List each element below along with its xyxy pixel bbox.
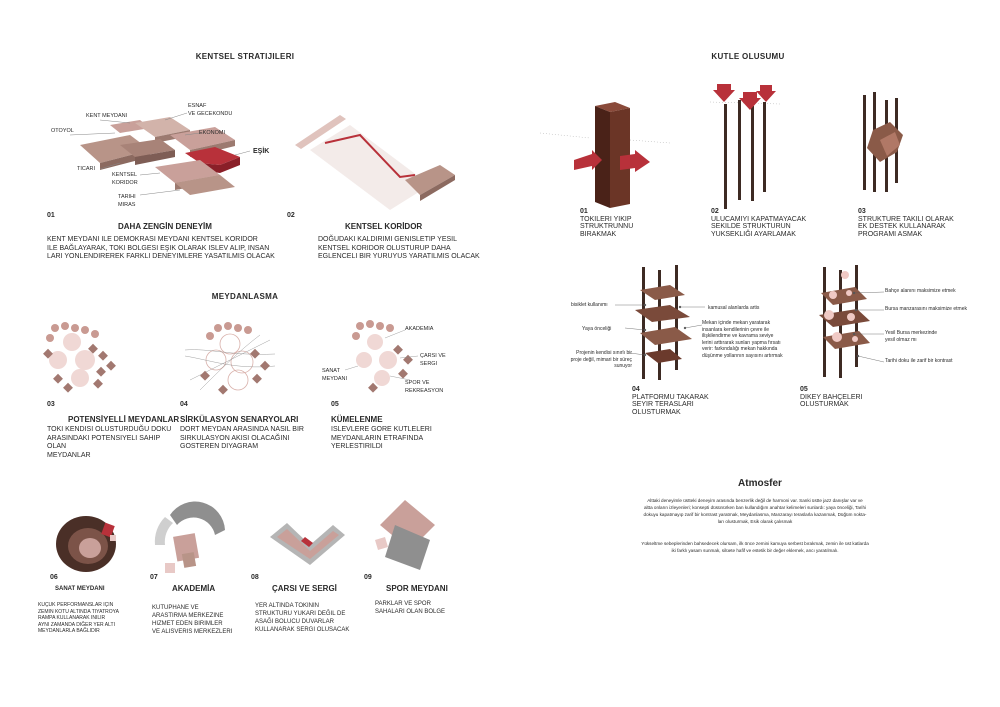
label-sanat-1: SANAT xyxy=(322,368,340,374)
meydan-04-desc: DORT MEYDAN ARASINDA NASIL BIR SIRKULASYON AKISI OLACAĞINI GOSTEREN DIYAGRAM xyxy=(180,426,304,450)
label-esnaf: ESNAF xyxy=(188,103,207,109)
ann4-leaders xyxy=(600,300,710,370)
label-kentsel-koridor-1: KENTSEL xyxy=(112,172,138,178)
kutle-04-text: 04 PLATFORMU TAKARAK SEYIR TERASLARI OLUSTURMAK xyxy=(632,386,709,416)
section-title-kentsel: KENTSEL STRATIJILERI xyxy=(195,52,295,61)
atmosfer-p2: Yükseltme sebeplerinden bahsedecek olursam, ilk önce zemini kamuya serbest bırakmak, zemin ile üst katlarda iki farklı yasam sunmak, silüete hafif ve estetik bir değer eklemek, ancı yaratılmalı. xyxy=(641,541,869,553)
ann4-kamusal: kamusal alanlarda artis xyxy=(708,305,760,311)
ann4-proje: Projenin kendisi sınırlı bir proje değil, mimari bir süreç sunuyor xyxy=(570,350,632,369)
label-sanat-2: MEYDANI xyxy=(322,376,348,382)
ann5-bursa: Bursa manzarasını maksimize etmek xyxy=(885,306,967,312)
label-spor-1: SPOR VE xyxy=(405,380,430,386)
kentsel-diagram-02 xyxy=(290,105,470,215)
label-esik: EŞİK xyxy=(253,148,270,155)
meydan-03-title: POTENSİYELLİ MEYDANLAR xyxy=(68,415,180,424)
kentsel-02-num: 02 xyxy=(287,212,295,219)
bottom-diagram-08 xyxy=(265,515,350,570)
label-carsi-2: SERGI xyxy=(420,361,438,367)
label-spor-2: REKREASYON xyxy=(405,388,444,394)
ann4-yaya: Yaya önceliği xyxy=(582,326,612,332)
meydan-05-num: 05 xyxy=(331,401,339,408)
bottom-07-desc: KUTUPHANE VE ARASTIRMA MERKEZINE HIZMET EDEN BIRIMLER VE ALISVERIS MERKEZLERI xyxy=(152,605,233,635)
label-kentsel-koridor-2: KORIDOR xyxy=(112,180,138,186)
kutle-diagram-02 xyxy=(705,82,785,212)
kentsel-01-desc: KENT MEYDANI ILE DEMOKRASI MEYDANI KENTSEL KORIDOR ILE BAĞLAYARAK, TOKI BOLGESI EŞIK OLARAK ISLEV ALIP, INSAN LARI YONLENDIREREK FARKLI DENEYIMLERE YASATILMIS OLACAK xyxy=(47,236,275,260)
ann5-tarihi: Tarihi doku ile zarif bir kontrast xyxy=(885,358,953,364)
kutle-02-text: 02 ULUCAMIYI KAPATMAYACAK SEKILDE STRUKTURUN YUKSEKLIĞI AYARLAMAK xyxy=(711,208,807,238)
bottom-09-desc: PARKLAR VE SPOR SAHALARI OLAN BOLGE xyxy=(375,601,446,615)
kentsel-02-title: KENTSEL KORİDOR xyxy=(345,222,423,231)
kutle-diagram-01 xyxy=(560,98,670,213)
bottom-07-num: 07 xyxy=(150,574,158,581)
label-tarihi-2: MIRAS xyxy=(118,202,136,208)
bottom-06-num: 06 xyxy=(50,574,58,581)
bottom-06-title: SANAT MEYDANI xyxy=(55,586,105,592)
atmosfer-p1: Alttaki deneyimle üstteki deneyim arasında benzerlik değil de harmoni var. Sanki üstte jazz danışlar var ve altta onların izleyenleri; konsepti düsünürken ban kullandığım anahtar kelimeleri sunlardı: yaya önceliği, Tarihi dokuyu kapatmayıp zarif bir kontrast yaratmak, Meydanlasma, Manzarayı teraslarla kazanmak, Düğüm nokta- ları olusturmak, Esik olarak çalısmak xyxy=(643,498,867,524)
meydan-04-num: 04 xyxy=(180,401,188,408)
meydan-05-desc: ISLEVLERE GORE KUTLELERI MEYDANLARIN ETRAFINDA YERLESTIRILDI xyxy=(331,426,432,450)
bottom-06-desc: KUÇUK PERFORMANSLAR IÇIN ZEMIN KOTU ALTINDA TIYATROYA RAMPA KULLANARAK INILIR AYNI ZAMANDA DIĞER YER ALTI MEYDANLARLA BAĞLIDIR xyxy=(38,602,119,634)
label-otoyol: OTOYOL xyxy=(51,128,74,134)
bottom-diagram-06 xyxy=(48,510,128,575)
meydan-diagram-04 xyxy=(180,320,280,400)
bottom-08-desc: YER ALTINDA TOKININ STRUKTURU YUKARI DEĞIL DE ASAĞI BOLUCU DUVARLAR KULLANARAK SERGI OLUSACAK xyxy=(255,603,350,633)
ann5-leaders xyxy=(852,290,886,365)
bottom-07-title: AKADEMİA xyxy=(172,584,216,593)
meydan-05-title: KÜMELENME xyxy=(331,415,383,424)
bottom-diagram-09 xyxy=(370,495,440,575)
section-title-atmosfer: Atmosfer xyxy=(738,478,782,489)
label-carsi-1: ÇARSI VE xyxy=(420,353,446,359)
kentsel-diagram-01 xyxy=(40,95,280,215)
ann5-yesil: Yesil Bursa merkezinde yesil olmaz mı xyxy=(885,330,938,343)
bottom-08-num: 08 xyxy=(251,574,259,581)
section-title-meydan: MEYDANLASMA xyxy=(211,292,279,301)
label-kent-meydani: KENT MEYDANI xyxy=(86,113,128,119)
section-title-kutle: KUTLE OLUSUMU xyxy=(711,52,785,61)
label-akademia: AKADEMIA xyxy=(405,326,434,332)
kutle-05-text: 05 DIKEY BAHÇELERI OLUSTURMAK xyxy=(800,386,863,408)
kutle-diagram-03 xyxy=(845,90,925,210)
bottom-09-title: SPOR MEYDANI xyxy=(386,584,448,593)
bottom-08-title: ÇARSI VE SERGİ xyxy=(272,584,337,593)
kentsel-02-desc: DOĞUDAKI KALDIRIMI GENISLETIP YESIL KENTSEL KORIDOR OLUSTURUP DAHA EGLENCELI BIR YURUYUS YARATILMIS OLACAK xyxy=(318,236,480,260)
bottom-09-num: 09 xyxy=(364,574,372,581)
label-tarihi-1: TARIHI xyxy=(118,194,136,200)
meydan-diagram-03 xyxy=(40,320,130,400)
kutle-01-text: 01 TOKILERI YIKIP STRUKTRUNNU BIRAKMAK xyxy=(580,208,634,238)
kentsel-01-num: 01 xyxy=(47,212,55,219)
label-ekonomi: EKONOMI xyxy=(199,130,225,136)
kentsel-01-title: DAHA ZENGİN DENEYİM xyxy=(118,222,212,231)
ann5-bahce: Bahçe alanını maksimize etmek xyxy=(885,288,956,294)
kutle-03-text: 03 STRUKTURE TAKILI OLARAK EK DESTEK KULLANARAK PROGRAMI ASMAK xyxy=(858,208,954,238)
ann4-bisiklet: bisiklet kullanımı xyxy=(571,302,608,308)
label-gecekondu: VE GECEKONDU xyxy=(188,111,233,117)
label-ticari: TICARI xyxy=(77,166,96,172)
meydan-04-title: SİRKÜLASYON SENARYOLARI xyxy=(180,415,299,424)
meydan-03-num: 03 xyxy=(47,401,55,408)
bottom-diagram-07 xyxy=(145,505,235,580)
ann4-mekan: Mekan içinde mekan yaratarak insanlara kendilerinin çevre ile ilişkilendirme ve kavrama seviye lerini arttırarak sunları yapma fırsatı verir: farkındalığı mekan hakkında düşünme yollarının sayısını artırmak xyxy=(702,320,783,359)
meydan-03-desc: TOKI KENDISI OLUSTURDUĞU DOKU ARASINDAKI POTENSIYELI SAHIP OLAN MEYDANLAR xyxy=(47,426,172,459)
